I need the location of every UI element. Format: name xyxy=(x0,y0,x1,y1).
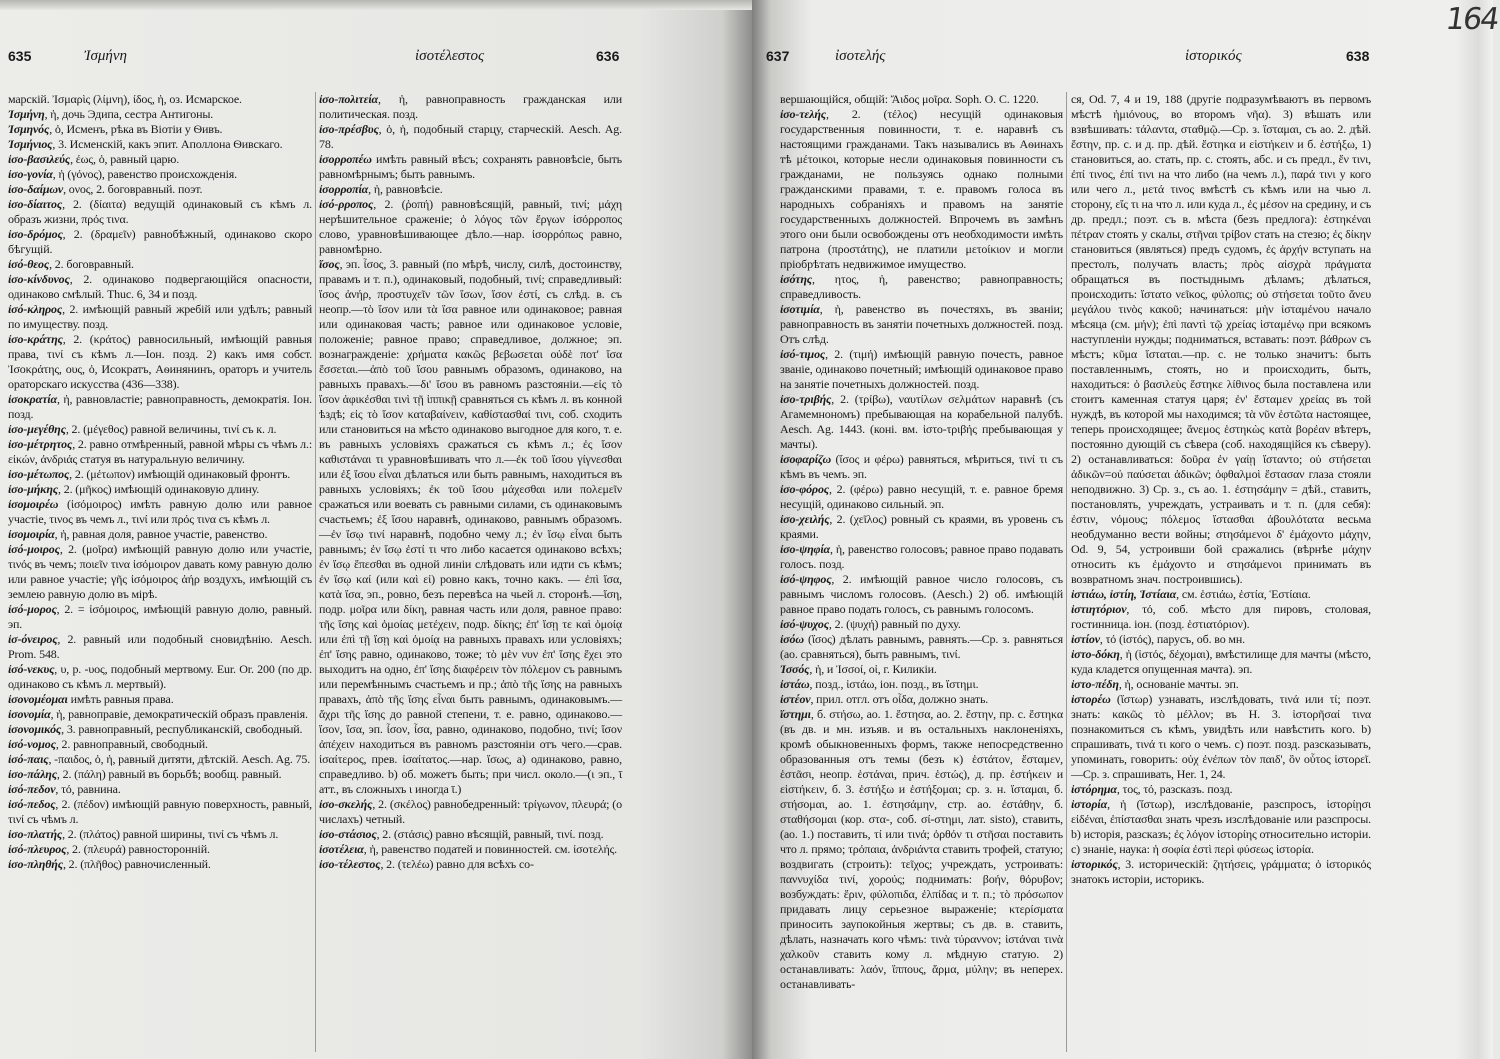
dictionary-entry xyxy=(1071,92,1371,587)
entry-headword: ἰσόω xyxy=(780,632,804,646)
entry-headword: ἰσο-πληθής xyxy=(8,857,63,871)
entry-headword: ἰσομοιρία xyxy=(8,527,55,541)
guide-word: ἰσοτελής xyxy=(835,48,886,64)
entry-definition: марскій. Ἰσμαρὶς (λίμνη), ίδος, ἡ, оз. Исмарское. xyxy=(8,92,242,106)
dictionary-entry xyxy=(8,152,312,167)
entry-headword: ἰστέον xyxy=(780,692,811,706)
entry-definition: , ητος, ἡ, равенство; равноправность; справедливость. xyxy=(780,272,1063,301)
entry-definition: , ἡ (γόνος), равенство происхожденія. xyxy=(52,167,238,181)
dictionary-column xyxy=(780,92,1063,992)
entry-headword: ἵστημι xyxy=(780,707,811,721)
dictionary-entry xyxy=(8,422,312,437)
dictionary-entry xyxy=(780,107,1063,272)
entry-headword: ἰσοτέλεια xyxy=(319,842,364,856)
entry-headword: Ἰσμήνιος xyxy=(8,137,53,151)
dictionary-entry xyxy=(8,767,312,782)
entry-headword: ἰσό-ψυχος xyxy=(780,617,829,631)
entry-definition: , 2. равный или подобный сновидѣнію. Aesch. Prom. 548. xyxy=(8,632,312,661)
dictionary-entry xyxy=(1071,782,1371,797)
entry-headword: ἴσος xyxy=(319,257,340,271)
entry-definition: , έως, ὁ, равный царю. xyxy=(70,152,180,166)
dictionary-entry xyxy=(319,182,622,197)
entry-headword: ἰσο-πάλης xyxy=(8,767,57,781)
entry-definition: , τό, равнина. xyxy=(55,782,121,796)
entry-definition: , 2. (μῆκος) имѣющій одинаковую длину. xyxy=(58,482,260,496)
entry-headword: Ἰσμηνός xyxy=(8,122,50,136)
entry-headword: ἰσο-κράτης xyxy=(8,332,63,346)
dictionary-entry xyxy=(8,662,312,692)
entry-definition: , 2. одинаково подвергающійся опасности, одинаково смѣлый. Thuc. 6, 34 и позд. xyxy=(8,272,312,301)
page-number: 635 xyxy=(8,48,32,64)
entry-definition: , эп. ἶσος, 3. равный (по мѣрѣ, числу, силѣ, достоинству, правамъ и т. п.), одинаковый, подобный, τινί; справедливый: ἴσος ἀνήρ, προστυχεῖν τῶν ἴσων, ἴσον ἐστί, съ слѣд. в. съ неопр.—τὸ ἴσον или τὰ ἴσα равное или одинаковое; равная или одинаковая часть; равное или одинаковое условіе, положеніе; равное право; справедливое, должное; эп. вознагражденіе: χρήματα κακῶς βεβωσεται οὐδὲ ποτ' ἴσα ἔσσεται.—ἀπὸ τοῦ ἴσου равнымъ образомъ, одинаково, на равныхъ правахъ.—δι' ἴσου въ равномъ разстояніи.—εἰς τὸ ἴσον ἀφικέσθαι τινὶ τῇ ἱππικῇ сравняться съ кѣмъ л. въ конной ѣздѣ; εἰς τὸ ἴσον καταβαίνειν, καθίστασθαί τινι, соб. сходить или становиться на мѣсто одинаково выгодное для кого, т. е. въ равныхъ условіяхъ сражаться съ кѣмъ л.; ἐς ἴσον καθιστάναι τι уравновѣшивать что л.—ἐκ τοῦ ἴσου γίγνεσθαι или ἐξ ἴσου εἶναι дѣлаться или быть равнымъ, находиться въ равныхъ условіяхъ; ἐκ τοῦ ἴσου μάχεσθαι или πολεμεῖν сражаться или воевать съ равными силами, съ одинаковымъ счастьемъ; ἐξ ἴσου наравнѣ, одинаково, равнымъ образомъ.—ἐν ἴσῳ τινί наравнѣ, подобно чему л.; ἐν ἴσῳ εἶναι быть равнымъ; ἐν ἴσῳ ἐστί τι что либо касается одинаково всѣхъ; ἐν ἴσῳ ἕπεσθαι въ одной линіи слѣдовать или идти съ кѣмъ; ἐν ἴσῳ καί (или καὶ εἰ) ровно какъ, точно какъ. — ἐπὶ ἴσα, κατὰ ἴσα, эп., ровно, безъ перевѣса на чьей л. сторонѣ.—ἴση, подр. μοῖρα или δίκη, равная часть или доля, равное право: τῆς ἴσης καὶ ὁμοίας μετέχειν, подр. δίκης; ἐπ' ἴσῃ τε καὶ ὁμοίᾳ или ἐπὶ τῇ ἴσῃ καὶ ὁμοίᾳ на равныхъ правахъ или условіяхъ; ἐπ' ἴσης равно, одинаково, тоже; τὸ μὲν νυν ἐπ' ἴσης ἔχει это выходитъ на одно, ἐπ' ἴσης διαφέρειν τὸν πόλεμον съ равнымъ или перемѣннымъ счастьемъ и пр.; ἀπὸ τῆς ἴσης на равныхъ правахъ, ἀπὸ τῆς ἴσης εἶναι быть равнымъ, одинаковымъ.—ἄχρι τῆς ἴσης до равной степени, т. е. равно, одинаково.—ἴσον, ἴσα, эп. ἶσον, ἶσα, равно, одинаково, подобно, τινί; ἴσον ἀπέχειν находиться въ равномъ разстояніи отъ чего.—срав. ἰσαίτερος, прев. ἰσαίτατος.—нар. ἴσως, а) одинаково, равно, справедливо. b) об. можетъ быть; при числ. около.—(ι эп., ῑ атт., въ сложныхъ ι иногда ῑ.) xyxy=(319,257,622,796)
entry-headword: ἰσο-δρόμος xyxy=(8,227,63,241)
dictionary-entry xyxy=(8,467,312,482)
entry-definition: , б. στήσω, ао. 1. ἔστησα, ао. 2. ἔστην, пр. с. ἕστηκα (въ дв. и мн. изъяв. и въ остальныхъ наклоненіяхъ, кромѣ обыкновенныхъ формъ, также непосредственно образованныя отъ темы (безъ κ) ἑστάτον, ἕσταμεν, ἑστᾶσι, неопр. ἑστάναι, прич. ἑστώς), д. пр. ἑστήκειν и εἱστήκειν, б. 3. ἑστήξω и ἑστήξομαι; ср. з. н. ἵσταμαι, б. στήσομαι, ао. 1. ἐστησάμην, стр. ао. ἐστάθην, б. σταθήσομαι (кор. στα-, соб. σί-στημι, лат. sisto), ставить, (ао. 1.) поставить, τί или τινά; ὀρθόν τι στῆσαι поставить что л. прямо; τρόπαια, ἀνδριάντα ставить трофей, статую; воздвигать (строить): τεῖχος; учреждать, устроивать: παννυχίδα τινί, χορούς; поднимать: βοήν, θόρυβον; возбуждать: ἔριν, φύλοπιδα, ἐλπίδας и т. п.; τὸ πρόσωπον придавать лицу серьезное выраженіе; κτερίσματα приносить заупокойныя жертвы; съ дв. в. ставить, дѣлать, назначать кого чѣмъ: τινὰ τύραννον; ἱστάναι τινὰ χαλκοῦν ставить кому л. мѣдную статую. 2) останавливать: λαόν, ἵππους, ἅρμα, μύλην; въ неперех. останавливать- xyxy=(780,707,1063,991)
entry-headword: ἰσο-τριβής xyxy=(780,392,832,406)
entry-headword: ἱστορικός xyxy=(1071,857,1118,871)
entry-headword: ἰσ-όνειρος xyxy=(8,632,58,646)
dictionary-entry xyxy=(8,842,312,857)
entry-definition: , 2. (ψυχή) равный по духу. xyxy=(828,617,961,631)
entry-headword: Ἰσμήνη xyxy=(8,107,45,121)
dictionary-entry xyxy=(780,347,1063,392)
entry-headword: ἰσό-νεκυς xyxy=(8,662,55,676)
dictionary-entry xyxy=(1071,602,1371,632)
dictionary-entry xyxy=(780,392,1063,452)
entry-definition: , 3. Исменскій, какъ эпит. Аполлона Ѳивскаго. xyxy=(52,137,283,151)
entry-definition: , 2. (τρίβω), ναυτίλων σελμάτων наравнѣ (съ Агамемнономъ) пребывающая на корабельной палубѣ. Aesch. Ag. 1443. (коні. вм. ἱστο-τριβής пребывающая у мачты). xyxy=(780,392,1063,451)
dictionary-entry xyxy=(780,677,1063,692)
dictionary-entry xyxy=(780,632,1063,662)
entry-definition: , ἡ (ἵστωρ), изслѣдованіе, разспросъ, ἱστορίῃσι εἰδέναι, ἐπίστασθαι знать чрезъ изслѣдованіе или разспросы. b) исторія, разсказъ; ἐς λόγον ἱστορίης относительно исторіи. c) знаніе, наука: ἡ σοφία ἐστὶ περὶ φύσεως ἱστορία. xyxy=(1071,797,1371,856)
entry-headword: ἰσό-τιμος xyxy=(780,347,826,361)
entry-headword: ἱστορία xyxy=(1071,797,1108,811)
entry-definition: , позд., ἱστάω, іон. позд., въ ἵστημι. xyxy=(809,677,979,691)
entry-definition: , 2. (δίαιτα) ведущій одинаковый съ кѣмъ л. образъ жизни, πρός τινα. xyxy=(8,197,312,226)
dictionary-entry xyxy=(780,707,1063,992)
entry-definition: , 2. (ῥοπή) равновѣсящій, равный, τινί; μάχη нерѣшительное сраженіе; ὁ λόγος τῶν ἔργων ἰσόρροπος слово, уравновѣшивающее дѣло.—нар. ἰσορρόπως равно, равномѣрно. xyxy=(319,197,622,256)
entry-headword: ἱστιητόριον xyxy=(1071,602,1127,616)
entry-definition: , 2. = ἰσόμοιρος, имѣющій равную долю, равный. эп. xyxy=(8,602,312,631)
entry-definition: , прил. отгл. отъ οἶδα, должно знать. xyxy=(810,692,989,706)
dictionary-entry xyxy=(8,527,312,542)
entry-headword: ἰσό-πεδος xyxy=(8,797,56,811)
entry-headword: ἰστάω xyxy=(780,677,810,691)
entry-definition: , υ, р. -υος, подобный мертвому. Eur. Or. 200 (по др. одинаково съ кѣмъ л. мертвый). xyxy=(8,662,312,691)
entry-definition: , ὁ, Исменъ, рѣка въ Віотіи у Ѳивъ. xyxy=(49,122,223,136)
dictionary-entry xyxy=(8,602,312,632)
entry-headword: ἱστο-πέδη xyxy=(1071,677,1119,691)
dictionary-entry xyxy=(1071,677,1371,692)
entry-definition: , 2. равно отмѣренный, равной мѣры съ чѣмъ л.: εἰκών, ἀνδριάς статуя въ натуральную величину. xyxy=(8,437,312,466)
entry-definition: , 2. (κράτος) равносильный, имѣющій равныя права, τινί съ кѣмъ л.—Іон. позд. 2) какъ имя собст. Ἰσοκράτης, ους, ὁ, Исократъ, Аѳинянинъ, ораторъ и учитель ораторскаго искусства (436—338). xyxy=(8,332,312,391)
entry-definition: , ὁ, ἡ, подобный старцу, старческій. Aesch. Ag. 78. xyxy=(319,122,622,151)
handwritten-page-mark: 164 xyxy=(1443,2,1500,37)
entry-headword: ἰσορροπέω xyxy=(319,152,372,166)
dictionary-entry xyxy=(8,752,312,767)
entry-definition: , ἡ, равенство въ почестяхъ, въ званіи; равноправность въ занятіи почетныхъ должностей. позд. Отъ слѣд. xyxy=(780,302,1063,346)
entry-headword: ἰσοκρατία xyxy=(8,392,57,406)
column-divider xyxy=(315,92,316,1052)
entry-headword: ἰσό-μορος xyxy=(8,602,57,616)
dictionary-entry xyxy=(8,857,312,872)
entry-definition: , -παιδος, ὁ, ἡ, равный дитяти, дѣтскій. Aesch. Ag. 75. xyxy=(48,752,311,766)
entry-headword: ἰσο-πολιτεία xyxy=(319,92,379,106)
dictionary-entry xyxy=(8,497,312,527)
entry-headword: ἰσό-κληρος xyxy=(8,302,63,316)
dictionary-entry xyxy=(319,122,622,152)
page-number: 637 xyxy=(766,48,790,64)
entry-definition: , ἡ, равенство податей и повинностей. см. ἰσοτελής. xyxy=(363,842,618,856)
entry-headword: ἱστο-δόκη xyxy=(1071,647,1120,661)
entry-definition: имѣть равный вѣсъ; сохранять равновѣсіе, быть равномѣрнымъ; быть равнымъ. xyxy=(319,152,622,181)
scan-shadow xyxy=(0,0,752,10)
entry-headword: ἰσο-τέλεστος xyxy=(319,857,381,871)
entry-definition: , 2. (πλῆθος) равночисленный. xyxy=(62,857,211,871)
entry-definition: , ἡ, и Ἰσσοί, οἱ, г. Киликіи. xyxy=(809,662,937,676)
dictionary-entry xyxy=(8,692,312,707)
entry-definition: , 3. равноправный, республиканскій, свободный. xyxy=(61,722,303,736)
dictionary-entry xyxy=(8,437,312,467)
entry-definition: , ἡ, равновластіе; равноправность, демократія. Іон. позд. xyxy=(8,392,312,421)
dictionary-entry xyxy=(319,257,622,797)
entry-headword: ἰσό-παις xyxy=(8,752,49,766)
dictionary-entry xyxy=(8,827,312,842)
entry-headword: ἰσονομία xyxy=(8,707,51,721)
dictionary-entry xyxy=(780,452,1063,482)
dictionary-entry xyxy=(8,632,312,662)
dictionary-entry xyxy=(8,167,312,182)
dictionary-entry xyxy=(319,197,622,257)
entry-definition: , τος, τό, разсказъ. позд. xyxy=(1116,782,1233,796)
dictionary-entry xyxy=(8,797,312,827)
entry-headword: ἰσο-δαίμων xyxy=(8,182,64,196)
entry-definition: , 2. равноправный, свободный. xyxy=(55,737,208,751)
dictionary-entry xyxy=(1071,857,1371,887)
entry-headword: ἰσο-μεγέθης xyxy=(8,422,66,436)
dictionary-entry xyxy=(319,827,622,842)
entry-headword: ἰσο-μήκης xyxy=(8,482,59,496)
dictionary-entry xyxy=(8,302,312,332)
dictionary-entry xyxy=(319,152,622,182)
dictionary-entry xyxy=(780,512,1063,542)
entry-definition: , 2. (πλευρά) равносторонній. xyxy=(66,842,210,856)
dictionary-entry xyxy=(780,482,1063,512)
entry-headword: ἰσο-πρέσβυς xyxy=(319,122,379,136)
entry-definition: , 2. (χεῖλος) ровный съ краями, въ уровень съ краями. xyxy=(780,512,1063,541)
entry-definition: , 2. боговравный. xyxy=(49,257,134,271)
column-divider xyxy=(1066,92,1067,1052)
dictionary-entry xyxy=(780,662,1063,677)
entry-definition: , τό, соб. мѣсто для пировъ, столовая, гостинница. іон. (позд. ἑστιατόριον). xyxy=(1071,602,1371,631)
entry-headword: ἰσό-νομος xyxy=(8,737,56,751)
entry-headword: ἰσονομέομαι xyxy=(8,692,68,706)
guide-word: ἰσοτέλεστος xyxy=(415,48,485,64)
entry-definition: , 3. историческій: ζητήσεις, γράμματα; ὁ ἱστορικός знатокъ исторіи, историкъ. xyxy=(1071,857,1371,886)
dictionary-entry xyxy=(1071,647,1371,677)
dictionary-entry xyxy=(780,92,1063,107)
entry-headword: ἰσο-σκελής xyxy=(319,797,373,811)
entry-definition: , ἡ, равная доля, равное участіе, равенство. xyxy=(54,527,268,541)
entry-definition: , ἡ, дочь Эдипа, сестра Антигоны. xyxy=(44,107,214,121)
entry-headword: ἰσο-χειλής xyxy=(780,512,830,526)
dictionary-column xyxy=(1071,92,1371,887)
dictionary-entry xyxy=(8,92,312,107)
entry-definition: , ἡ, основаніе мачты. эп. xyxy=(1118,677,1239,691)
entry-headword: ἰσοφαρίζω xyxy=(780,452,831,466)
dictionary-entry xyxy=(8,257,312,272)
dictionary-entry xyxy=(319,92,622,122)
dictionary-entry xyxy=(1071,797,1371,857)
entry-definition: вершающійся, общій: Ἄιδος μοῖρα. Soph. O. C. 1220. xyxy=(780,92,1039,106)
entry-headword: ἰσο-στάσιος xyxy=(319,827,377,841)
entry-headword: ἰσο-βασιλεύς xyxy=(8,152,71,166)
dictionary-entry xyxy=(8,737,312,752)
dictionary-entry xyxy=(8,272,312,302)
entry-headword: ἰσο-δίαιτος xyxy=(8,197,63,211)
entry-definition: , ἡ, равноправность гражданская или политическая. позд. xyxy=(319,92,622,121)
entry-headword: ἰσό-θεος xyxy=(8,257,50,271)
entry-headword: ἰσό-ψηφος xyxy=(780,572,832,586)
entry-headword: ἰσό-ρροπος xyxy=(319,197,374,211)
entry-definition: , 2. (τελέω) равно для всѣхъ со- xyxy=(380,857,534,871)
entry-headword: ἰσότης xyxy=(780,272,812,286)
entry-headword: ἰσο-τελής xyxy=(780,107,826,121)
dictionary-entry xyxy=(780,617,1063,632)
dictionary-entry xyxy=(319,797,622,827)
dictionary-entry xyxy=(8,107,312,122)
dictionary-column xyxy=(319,92,622,872)
entry-headword: ἰσο-γονία xyxy=(8,167,53,181)
entry-definition: имѣть равныя права. xyxy=(67,692,174,706)
entry-headword: ἱστιάω, ἱστίη, Ἱστίαια xyxy=(1071,587,1177,601)
entry-headword: Ἰσσός xyxy=(780,662,810,676)
entry-definition: , 2. (μέγεθος) равной величины, τινί съ к. л. xyxy=(65,422,277,436)
entry-definition: , 2. (πλάτος) равной ширины, τινί съ чѣмъ л. xyxy=(62,827,279,841)
page-number: 638 xyxy=(1346,48,1370,64)
dictionary-entry xyxy=(1071,587,1371,602)
entry-definition: , τό (ἱστός), парусъ, об. во мн. xyxy=(1099,632,1246,646)
dictionary-entry xyxy=(319,857,622,872)
entry-headword: ἰσο-φόρος xyxy=(780,482,829,496)
entry-definition: , 2. (πάλη) равный въ борьбѣ; вообщ. равный. xyxy=(56,767,282,781)
dictionary-entry xyxy=(1071,692,1371,782)
entry-headword: ἰσο-πλατής xyxy=(8,827,63,841)
dictionary-entry xyxy=(8,137,312,152)
dictionary-entry xyxy=(8,392,312,422)
dictionary-entry xyxy=(780,572,1063,617)
guide-word: Ἰσμήνη xyxy=(84,48,127,64)
entry-definition: , 2. (μέτωπον) имѣющій одинаковый фронтъ. xyxy=(69,467,291,481)
dictionary-entry xyxy=(8,227,312,257)
entry-definition: , ἡ, равноправіе, демократическій образъ правленія. xyxy=(50,707,308,721)
dictionary-entry xyxy=(780,692,1063,707)
entry-definition: (ἰσόμοιρος) имѣть равную долю или равное участіе, τινος въ чемъ л., τινί или πρός τινα съ кѣмъ л. xyxy=(8,497,312,526)
dictionary-entry xyxy=(8,482,312,497)
dictionary-entry xyxy=(319,842,622,857)
entry-headword: ἱστόρημα xyxy=(1071,782,1117,796)
entry-definition: , 2. (πέδον) имѣющій равную поверхность, равный, τινί съ чѣмъ л. xyxy=(8,797,312,826)
entry-headword: ἰσοτιμία xyxy=(780,302,820,316)
entry-definition: , 2. (τέλος) несущій одинаковыя государственныя повинности, т. е. наравнѣ съ настоящими гражданами. Такъ назывались въ Аѳинахъ тѣ μέτοικοι, которые несли одинаковыя повинности съ гражданами, не пользуясь однако полными гражданскими правами, т. е. правомъ голоса въ народныхъ собраніяхъ и правомъ на занятіе государственныхъ должностей. Впрочемъ въ замѣнъ этого они были освобождены отъ необходимости имѣть патрона (προστάτης), не платили μετοίκιον и могли пріобрѣтать недвижимое имущество. xyxy=(780,107,1063,271)
entry-definition: , 2. имѣющій равный жребій или удѣлъ; равный по имуществу. позд. xyxy=(8,302,312,331)
entry-headword: ἰσο-ψηφία xyxy=(780,542,831,556)
entry-definition: (ἴσος) дѣлать равнымъ, равнять.—Ср. з. равняться (ао. сравняться), быть равнымъ, τινί. xyxy=(780,632,1063,661)
entry-headword: ἰσό-πλευρος xyxy=(8,842,67,856)
entry-definition: , 2. (σκέλος) равнобедренный: τρίγωνον, πλευρά; (о числахъ) четный. xyxy=(319,797,622,826)
entry-definition: , 2. (μοῖρα) имѣющій равную долю или участіе, τινός въ чемъ; ποιεῖν τινα ἰσόμοιρον давать кому равную долю или равное участіе; γῆς ἰσόμοιρος ἀήρ воздухъ, имѣющій съ землею равную долю въ мірѣ. xyxy=(8,542,312,601)
dictionary-column xyxy=(8,92,312,872)
page-number: 636 xyxy=(596,48,620,64)
dictionary-entry xyxy=(8,122,312,137)
entry-definition: , ἡ, равновѣсіе. xyxy=(368,182,443,196)
entry-headword: ἰσορροπία xyxy=(319,182,369,196)
entry-headword: ἱστίον xyxy=(1071,632,1100,646)
entry-definition: , ονος, 2. боговравный. поэт. xyxy=(63,182,203,196)
dictionary-entry xyxy=(8,707,312,722)
dictionary-entry xyxy=(8,722,312,737)
entry-headword: ἰσο-μέτρητος xyxy=(8,437,73,451)
entry-definition: , 2. (τιμή) имѣющій равную почесть, равное званіе, одинаково почетный; имѣющій одинаковое право на занятіе почетныхъ должностей. позд. xyxy=(780,347,1063,391)
dictionary-entry xyxy=(8,542,312,602)
entry-headword: ἰσό-πεδον xyxy=(8,782,56,796)
entry-headword: ἱστορέω xyxy=(1071,692,1111,706)
dictionary-entry xyxy=(780,302,1063,347)
entry-definition: , ἡ (ἱστός, δέχομαι), вмѣстилище для мачты (мѣсто, куда кладется опущенная мачта). эп. xyxy=(1071,647,1371,676)
dictionary-entry xyxy=(8,332,312,392)
dictionary-entry xyxy=(8,782,312,797)
entry-definition: , ἡ, равенство голосовъ; равное право подавать голосъ. позд. xyxy=(780,542,1063,571)
entry-headword: ἰσονομικός xyxy=(8,722,62,736)
dictionary-entry xyxy=(8,182,312,197)
entry-definition: , 2. (δραμεῖν) равнобѣжный, одинаково скоро бѣгущій. xyxy=(8,227,312,256)
entry-definition: ся, Od. 7, 4 и 19, 188 (другіе подразумѣваютъ въ первомъ мѣстѣ ἡμιόνους, во второмъ νῆα). 3) вѣшать или взвѣшивать: τάλαντα, σταθμῷ.—Ср. з. ἵσταμαι, съ ао. 2. дѣй. ἔστην, пр. с. и д. пр. дѣй. ἕστηκα и εἱστήκειν и б. ἑστήξω, 1) становиться, ао. стать, пр. с. стоять, абс. и съ предл., ἔν τινι, ἐπί τινος, ἐπί τινι на что либо (на чемъ л.), παρά τινι у кого или чего л., μετά τινος вмѣстѣ съ кѣмъ или на чью л. сторону, εἴς τι на что л. или куда л., ἐς μέσον на средину, и съ др. предл.; поэт. съ в. мѣста (безъ предлога): ἑστηκέναι πέτραν стоять у скалы, στῆναι τρίβον стать на стезю; ἐς δίκην становиться (являться) предъ судомъ, ἐς ἀρχήν вступать на престолъ, получать власть; πρὸς αἰσχρὰ πράγματα обращаться въ постыднымъ дѣламъ; дѣлаться, происходить: ἵστατο νεῖκος, φύλοπις; οὐ στήσεται τοῦτο ἄνευ μεγάλου τινὸς κακοῦ; начинаться: μὴν ἱσταμένου начало мѣсяца (см. μήν); ἐπὶ παντὶ τῷ χρείας ἱσταμένῳ при всякомъ наступленіи нужды; подниматься, вставать: поэт. βάθρων съ мѣстъ; κῦμα ἵσταται.—пр. с. не только значитъ: быть поставленнымъ, стоять, но и происходить, быть, находиться: ὁ βασιλεὺς ἕστηκε λίθινος была поставлена или стоитъ каменная статуя царя; ἐν' ἕσταμεν χρείας въ той нуждѣ, въ которой мы находимся; τὰ νῦν ἑστῶτα настоящее, теперь происходящее; ἄνεμος ἑστηκὼς κατὰ βορέαν вѣтеръ, постоянно дующій съ сѣвера (соб. находящійся къ сѣверу). 2) останавливаться: δοῦρα ἐν γαίῃ ἵσταντο; οὐ στήσεται ἀδικῶν=οὐ παύσεται ἀδικῶν; ὀφθαλμοὶ ἕστασαν глаза стояли неподвижно. 3) Ср. з., съ ао. 1. ἐστησάμην = дѣй., ставить, постановлять, учреждать, устраивать и т. п. (для себя): ἐστιν, νόμους; πόλεμος ἵστασθαι ἀβουλότατα весьма необдуманно вести войны; στησάμενοι δ' ἐμάχοντο μάχην, Od. 9, 54, устроивши бой сражались (вѣрнѣе μάχην относить къ ἐμάχοντο и στησάμενοι принимать въ возвратномъ знач. построившись). xyxy=(1071,92,1371,586)
dictionary-entry xyxy=(780,272,1063,302)
entry-definition: (ἵστωρ) узнавать, изслѣдовать, τινά или τί; поэт. знать: κακῶς τὸ μέλλον; въ Н. 3. ἱστορῆσαί τινα познакомиться съ кѣмъ, увидѣть или навѣстить кого. b) спрашивать, τινά τι кого о чемъ. c) поэт. позд. разсказывать, упоминать, говорить: οὐχ ἐνέπων τὸν παιδ', ὃν οὗτος ἱστορεῖ.—Ср. з. спрашивать, Her. 1, 24. xyxy=(1071,692,1371,781)
entry-definition: , 2. (φέρω) равно несущій, т. е. равное бремя несущій, одинаково сильный. эп. xyxy=(780,482,1063,511)
guide-word: ἱστορικός xyxy=(1185,48,1242,64)
dictionary-entry xyxy=(8,197,312,227)
dictionary-entry xyxy=(1071,632,1371,647)
entry-headword: ἰσό-μοιρος xyxy=(8,542,60,556)
entry-definition: , 2. (στάσις) равно вѣсящій, равный, τινί. позд. xyxy=(376,827,604,841)
entry-definition: , 2. имѣющій равное число голосовъ, съ равнымъ числомъ голосовъ. (Aesch.) 2) об. имѣющій равное право подать голосъ, съ равнымъ голосомъ. xyxy=(780,572,1063,616)
dictionary-entry xyxy=(780,542,1063,572)
entry-definition: (ἴσος и φέρω) равняться, мѣриться, τινί τι съ кѣмъ въ чемъ. эп. xyxy=(780,452,1063,481)
entry-headword: ἰσο-κίνδυνος xyxy=(8,272,70,286)
entry-headword: ἰσομοιρέω xyxy=(8,497,59,511)
entry-headword: ἰσο-μέτωπος xyxy=(8,467,70,481)
entry-definition: , см. ἑστιάω, ἑστία, Ἑστίαια. xyxy=(1176,587,1311,601)
